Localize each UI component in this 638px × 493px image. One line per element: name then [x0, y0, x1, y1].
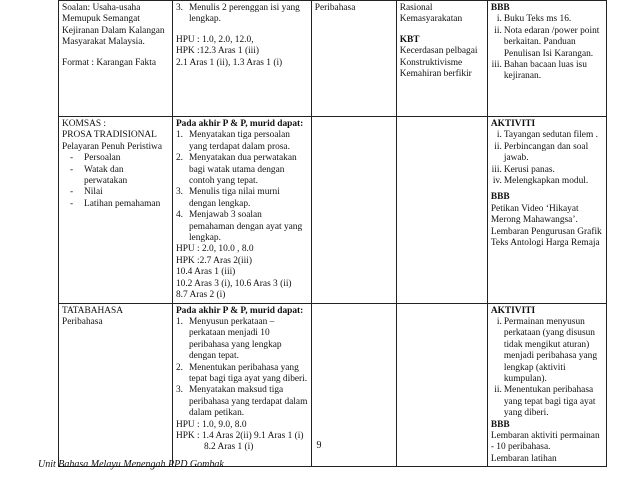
- format-text: Format : Karangan Fakta: [62, 57, 156, 68]
- table-row: [59, 117, 607, 304]
- element-line: Rasional: [399, 3, 433, 13]
- hpk-code: 10.2 Aras 3 (i), 10.6 Aras 3 (ii): [175, 278, 292, 289]
- bbb-line: Lembaran aktiviti permainan - 10 peribahasa.: [490, 430, 600, 453]
- activity-heading: AKTIVITI: [490, 119, 536, 129]
- bbb-line: Teks Antologi Harga Remaja: [490, 238, 600, 249]
- list-item: i. Permainan menyusun perkataan (yang disusun tidak mengikut aturan) menjadi peribahasa yang lengkap (aktiviti kumpulan).: [496, 316, 598, 384]
- list-item: iv. Melengkapkan modul.: [492, 176, 589, 187]
- bbb-list: [491, 14, 603, 82]
- hpu-code: HPU : 2.0, 10.0 , 8.0: [175, 244, 254, 255]
- topic-cell: [59, 117, 173, 304]
- hpk-code: 10.4 Aras 1 (iii): [175, 267, 236, 278]
- hpu-code: HPU : 1.0, 2.0, 12.0,: [175, 34, 254, 45]
- topic-line: Masyarakat Malaysia.: [62, 37, 145, 48]
- activity-list: [491, 130, 603, 187]
- activities-cell: [487, 117, 606, 304]
- komsas-heading: KOMSAS :: [62, 119, 107, 129]
- bbb-line: Petikan Video ‘Hikayat Merong Mahawangsa’.: [490, 203, 579, 226]
- outcomes-cell: [172, 1, 311, 117]
- bbb-heading: BBB: [490, 192, 510, 203]
- outcome-heading: Pada akhir P & P, murid dapat:: [175, 119, 304, 129]
- element-line: Kemasyarakatan: [399, 14, 463, 25]
- list-item: i. Tayangan sedutan filem .: [496, 130, 598, 141]
- hpk-code: HPK : 1.4 Aras 2(ii) 9.1 Aras 1 (i): [175, 430, 304, 441]
- elements-cell: [396, 117, 487, 304]
- topic-line: Memupuk Semangat: [62, 14, 140, 25]
- list-item: - Watak dan perwatakan: [70, 164, 128, 187]
- hpk-code: HPK :2.7 Aras 2(iii): [175, 255, 252, 266]
- hpk-code: HPK :12.3 Aras 1 (iii): [175, 46, 260, 57]
- topic-cell: [59, 1, 173, 117]
- page-number: 9: [316, 440, 322, 451]
- list-item: 1. Menyatakan tiga persoalan yang terdapat dalam prosa.: [175, 130, 290, 152]
- outcome-list: [176, 317, 308, 420]
- list-item: i. Buku Teks ms 16.: [496, 14, 572, 25]
- value-text: Peribahasa: [314, 3, 356, 13]
- bbb-heading: BBB: [490, 419, 510, 430]
- outcome-list: [176, 130, 308, 244]
- list-item: 3. Menulis tiga nilai murni dengan lengkap.: [175, 187, 280, 209]
- list-item: ii. Nota edaran /power point berkaitan. Panduan Penulisan Isi Karangan.: [494, 25, 600, 59]
- list-item: 4. Menjawab 3 soalan pemahaman dengan ayat yang lengkap.: [175, 210, 303, 244]
- list-item: ii. Menentukan peribahasa yang tepat bagi tiga ayat yang diberi.: [494, 385, 596, 419]
- kbt-line: Kemahiran berfikir: [399, 69, 472, 80]
- activity-heading: AKTIVITI: [490, 305, 536, 316]
- list-item: iii. Kerusi panas.: [491, 164, 555, 175]
- list-item: 3. Menulis 2 perenggan isi yang lengkap.: [175, 3, 300, 25]
- outcome-heading: Pada akhir P & P, murid dapat:: [175, 305, 304, 316]
- hpk-code: 8.2 Aras 1 (i): [203, 442, 254, 453]
- kbt-line: Konstruktivisme: [399, 57, 463, 68]
- komsas-sub: PROSA TRADISIONAL: [62, 130, 157, 141]
- list-item: 3. Menyatakan maksud tiga peribahasa yang terdapat dalam dalam petikan.: [175, 385, 308, 419]
- table-row: [59, 1, 607, 117]
- list-item: - Persoalan: [70, 153, 121, 164]
- hpk-code: 8.7 Aras 2 (i): [175, 290, 226, 301]
- value-cell: [311, 117, 396, 304]
- hpu-code: HPU : 1.0, 9.0, 8.0: [175, 419, 247, 430]
- list-item: ii. Perbincangan dan soal jawab.: [494, 141, 589, 164]
- bbb-line: Lembaran Pengurusan Grafik: [490, 226, 602, 237]
- topic-line: Soalan: Usaha-usaha: [62, 3, 141, 13]
- materials-cell: [487, 1, 606, 117]
- outcomes-cell: [172, 117, 311, 304]
- value-cell: [311, 1, 396, 117]
- hpk-code: 2.1 Aras 1 (ii), 1.3 Aras 1 (i): [175, 57, 283, 68]
- list-item: 1. Menyusun perkataan – perkataan menjadi 10 peribahasa yang lengkap dengan tepat.: [175, 316, 282, 362]
- lesson-plan-table: [58, 0, 607, 467]
- list-item: - Latihan pemahaman: [70, 198, 161, 209]
- list-item: - Nilai: [70, 187, 103, 198]
- bbb-heading: BBB: [490, 3, 510, 13]
- topic-line: Kejiranan Dalam Kalangan: [62, 25, 165, 36]
- activity-list: [491, 317, 603, 420]
- kbt-line: Kecerdasan pelbagai: [399, 46, 478, 57]
- tatabahasa-heading: TATABAHASA: [62, 305, 123, 316]
- list-item: iii. Bahan bacaan luas isu kejiranan.: [491, 60, 587, 82]
- list-item: 2. Menyatakan dua perwatakan bagi watak utama dengan contoh yang tepat.: [175, 153, 297, 187]
- bbb-line: Lembaran latihan: [490, 453, 557, 464]
- list-item: 2. Menentukan peribahasa yang tepat bagi tiga ayat yang diberi.: [175, 362, 308, 384]
- komsas-sub: Pelayaran Penuh Peristiwa: [62, 141, 162, 152]
- outcome-list: [176, 3, 308, 26]
- elements-cell: [396, 1, 487, 117]
- kbt-heading: KBT: [399, 34, 420, 45]
- footer-text: Unit Bahasa Melayu Menengah PPD Gombak: [38, 459, 224, 470]
- tatabahasa-sub: Peribahasa: [62, 316, 103, 327]
- komsas-list: [62, 153, 169, 210]
